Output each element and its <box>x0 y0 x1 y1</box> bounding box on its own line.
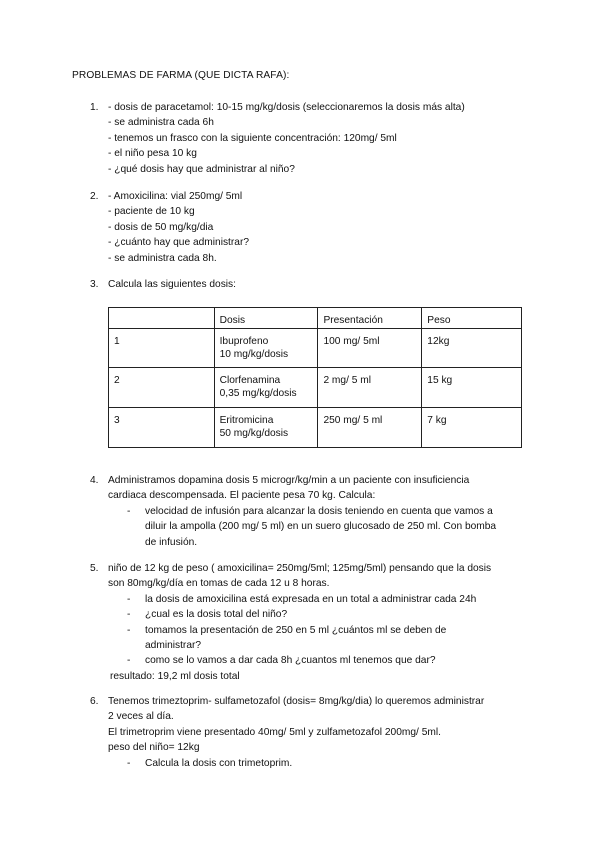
dose-cell <box>214 408 318 448</box>
table-header-row <box>109 308 522 329</box>
sub-line: tomamos la presentación de 250 en 5 ml ¿cuántos ml se deben de <box>145 624 447 636</box>
problem-number: 2. <box>90 191 99 202</box>
table-header-cell: Peso <box>422 308 522 329</box>
bullet-dash: - <box>127 593 131 605</box>
problem-line: Tenemos trimeztoprim- sulfametozafol (dosis= 8mg/kg/dia) lo queremos administrar <box>108 696 485 707</box>
problem-line: - tenemos un frasco con la siguiente concentración: 120mg/ 5ml <box>108 132 397 144</box>
weight-cell: 15 kg <box>422 368 522 408</box>
bullet-dash: - <box>127 655 131 667</box>
bullet-dash: - <box>127 609 131 621</box>
drug-dose: 50 mg/kg/dosis <box>219 428 289 439</box>
bullet-dash: - <box>127 505 131 517</box>
drug-dose: 0,35 mg/kg/dosis <box>219 388 297 399</box>
problem-number: 4. <box>90 475 99 486</box>
result-line: resultado: 19,2 ml dosis total <box>110 670 240 682</box>
problem-number: 3. <box>90 279 99 290</box>
problem-line: - paciente de 10 kg <box>108 206 195 218</box>
problem-line: niño de 12 kg de peso ( amoxicilina= 250mg/5ml; 125mg/5ml) pensando que la dosis <box>108 563 492 574</box>
sub-line: como se lo vamos a dar cada 8h ¿cuantos ml tenemos que dar? <box>145 655 436 667</box>
drug-name: Ibuprofeno <box>219 336 269 347</box>
row-number: 2 <box>109 368 215 408</box>
dose-cell <box>214 368 318 408</box>
dose-table <box>108 307 522 448</box>
row-number: 3 <box>109 408 215 448</box>
page-title: PROBLEMAS DE FARMA (QUE DICTA RAFA): <box>72 70 290 81</box>
table-header-cell <box>109 308 215 329</box>
sub-line: ¿cual es la dosis total del niño? <box>145 609 288 621</box>
problem-line: peso del niño= 12kg <box>108 742 200 754</box>
problem-line: - ¿cuánto hay que administrar? <box>108 237 249 249</box>
problem-line: - Amoxicilina: vial 250mg/ 5ml <box>108 191 243 202</box>
presentation-cell: 250 mg/ 5 ml <box>318 408 422 448</box>
table-header-cell: Presentación <box>318 308 422 329</box>
problem-line: Administramos dopamina dosis 5 microgr/kg/min a un paciente con insuficiencia <box>108 475 470 486</box>
sub-line: la dosis de amoxicilina está expresada en un total a administrar cada 24h <box>145 593 477 605</box>
row-number: 1 <box>109 329 215 368</box>
problem-line: son 80mg/kg/día en tomas de cada 12 u 8 horas. <box>108 578 330 590</box>
bullet-dash: - <box>127 757 131 769</box>
problem-line: - dosis de paracetamol: 10-15 mg/kg/dosis (seleccionaremos la dosis más alta) <box>108 102 465 113</box>
problem-number: 6. <box>90 696 99 707</box>
problem-line: El trimetroprim viene presentado 40mg/ 5ml y zulfametozafol 200mg/ 5ml. <box>108 726 441 738</box>
sub-line: de infusión. <box>145 536 198 548</box>
problem-line: - ¿qué dosis hay que administrar al niño? <box>108 163 295 175</box>
table-row <box>109 329 522 368</box>
table-row <box>109 368 522 408</box>
drug-name: Clorfenamina <box>219 375 281 386</box>
presentation-cell: 100 mg/ 5ml <box>318 329 422 368</box>
problem-line: 2 veces al día. <box>108 711 174 723</box>
presentation-cell: 2 mg/ 5 ml <box>318 368 422 408</box>
problem-line: Calcula las siguientes dosis: <box>108 279 236 290</box>
weight-cell: 7 kg <box>422 408 522 448</box>
table-row <box>109 408 522 448</box>
weight-cell: 12kg <box>422 329 522 368</box>
problem-line: - se administra cada 6h <box>108 117 214 129</box>
sub-line: velocidad de infusión para alcanzar la dosis teniendo en cuenta que vamos a <box>145 505 493 517</box>
sub-line: diluir la ampolla (200 mg/ 5 ml) en un suero glucosado de 250 ml. Con bomba <box>145 521 497 533</box>
problem-line: - el niño pesa 10 kg <box>108 148 197 160</box>
problem-line: - se administra cada 8h. <box>108 252 217 264</box>
sub-line: administrar? <box>145 640 202 651</box>
sub-line: Calcula la dosis con trimetoprim. <box>145 757 293 769</box>
dose-cell <box>214 329 318 368</box>
bullet-dash: - <box>127 624 131 636</box>
problem-line: cardiaca descompensada. El paciente pesa 70 kg. Calcula: <box>108 490 376 502</box>
problem-number: 1. <box>90 102 99 113</box>
problem-number: 5. <box>90 563 99 574</box>
table-header-cell: Dosis <box>214 308 318 329</box>
drug-name: Eritromicina <box>219 415 274 426</box>
problem-line: - dosis de 50 mg/kg/dia <box>108 221 214 233</box>
drug-dose: 10 mg/kg/dosis <box>219 349 289 360</box>
